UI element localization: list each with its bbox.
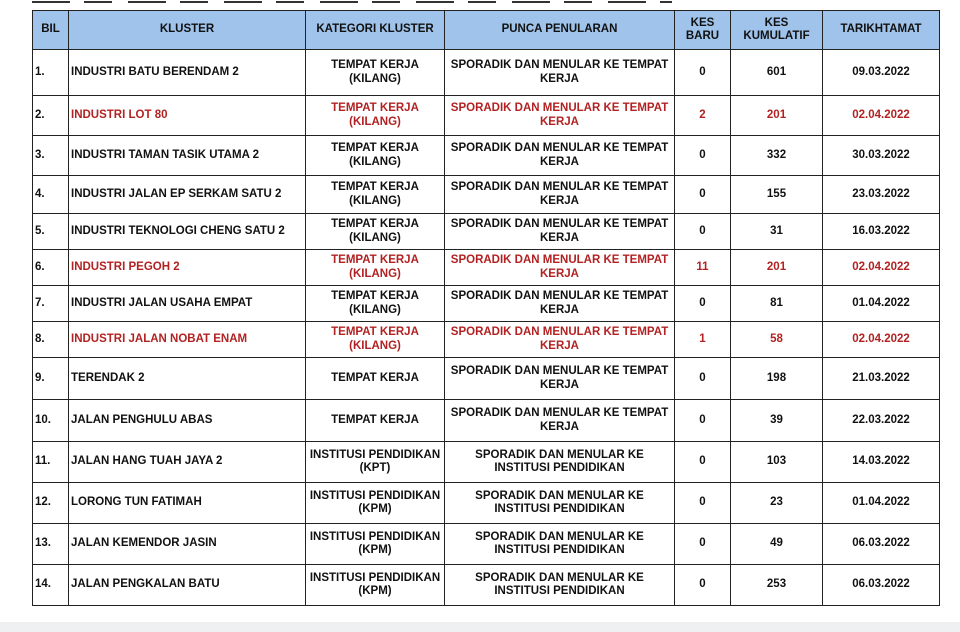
cell-kategori: TEMPAT KERJA	[306, 400, 445, 442]
header-kategori: KATEGORI KLUSTER	[306, 11, 445, 50]
cell-kluster: INDUSTRI PEGOH 2	[69, 250, 306, 286]
cell-kes-baru: 0	[675, 524, 731, 565]
cell-kluster: INDUSTRI TEKNOLOGI CHENG SATU 2	[69, 214, 306, 250]
cell-kategori: TEMPAT KERJA (KILANG)	[306, 322, 445, 358]
cell-punca: SPORADIK DAN MENULAR KE TEMPAT KERJA	[445, 136, 675, 176]
cell-punca: SPORADIK DAN MENULAR KE INSTITUSI PENDIDIKAN	[445, 483, 675, 524]
cell-punca: SPORADIK DAN MENULAR KE TEMPAT KERJA	[445, 250, 675, 286]
cell-kes-kumulatif: 23	[731, 483, 823, 524]
cell-kluster: TERENDAK 2	[69, 358, 306, 400]
cell-kategori: TEMPAT KERJA (KILANG)	[306, 176, 445, 214]
cluster-table	[32, 10, 940, 606]
cell-kes-baru: 0	[675, 565, 731, 606]
cell-bil: 12.	[33, 483, 69, 524]
cell-kes-baru: 0	[675, 442, 731, 483]
header-kluster: KLUSTER	[69, 11, 306, 50]
cell-bil: 10.	[33, 400, 69, 442]
table-row	[33, 358, 940, 400]
table-row	[33, 524, 940, 565]
cell-kes-kumulatif: 332	[731, 136, 823, 176]
cell-bil: 11.	[33, 442, 69, 483]
table-row	[33, 136, 940, 176]
table-row	[33, 442, 940, 483]
table-row	[33, 176, 940, 214]
cell-kes-baru: 0	[675, 358, 731, 400]
header-kes-baru: KES BARU	[675, 11, 731, 50]
cell-tarikh-tamat: 09.03.2022	[823, 50, 940, 96]
cell-kes-baru: 0	[675, 136, 731, 176]
cell-kluster: INDUSTRI BATU BERENDAM 2	[69, 50, 306, 96]
cell-kluster: JALAN HANG TUAH JAYA 2	[69, 442, 306, 483]
cell-kes-baru: 1	[675, 322, 731, 358]
cell-kategori: INSTITUSI PENDIDIKAN (KPT)	[306, 442, 445, 483]
cell-bil: 7.	[33, 286, 69, 322]
cell-kes-kumulatif: 253	[731, 565, 823, 606]
cell-kes-baru: 2	[675, 96, 731, 136]
cell-tarikh-tamat: 23.03.2022	[823, 176, 940, 214]
table-row	[33, 400, 940, 442]
cell-kes-baru: 0	[675, 286, 731, 322]
cell-kes-kumulatif: 601	[731, 50, 823, 96]
cell-kategori: TEMPAT KERJA (KILANG)	[306, 250, 445, 286]
table-row	[33, 483, 940, 524]
cell-punca: SPORADIK DAN MENULAR KE TEMPAT KERJA	[445, 50, 675, 96]
cell-kategori: TEMPAT KERJA	[306, 358, 445, 400]
table-row	[33, 565, 940, 606]
cell-tarikh-tamat: 02.04.2022	[823, 250, 940, 286]
cell-kes-baru: 11	[675, 250, 731, 286]
cell-tarikh-tamat: 22.03.2022	[823, 400, 940, 442]
cell-kes-kumulatif: 201	[731, 96, 823, 136]
table-row	[33, 214, 940, 250]
cell-bil: 4.	[33, 176, 69, 214]
cell-punca: SPORADIK DAN MENULAR KE TEMPAT KERJA	[445, 96, 675, 136]
cell-kes-kumulatif: 201	[731, 250, 823, 286]
cell-kategori: TEMPAT KERJA (KILANG)	[306, 96, 445, 136]
cell-kluster: INDUSTRI JALAN EP SERKAM SATU 2	[69, 176, 306, 214]
header-punca: PUNCA PENULARAN	[445, 11, 675, 50]
cell-punca: SPORADIK DAN MENULAR KE TEMPAT KERJA	[445, 322, 675, 358]
cell-kategori: TEMPAT KERJA (KILANG)	[306, 214, 445, 250]
cell-kes-baru: 0	[675, 214, 731, 250]
cell-kluster: INDUSTRI LOT 80	[69, 96, 306, 136]
cell-punca: SPORADIK DAN MENULAR KE TEMPAT KERJA	[445, 400, 675, 442]
cell-bil: 2.	[33, 96, 69, 136]
cell-bil: 14.	[33, 565, 69, 606]
cell-punca: SPORADIK DAN MENULAR KE TEMPAT KERJA	[445, 214, 675, 250]
cut-off-top-text	[32, 0, 672, 4]
cell-punca: SPORADIK DAN MENULAR KE INSTITUSI PENDIDIKAN	[445, 524, 675, 565]
cell-punca: SPORADIK DAN MENULAR KE TEMPAT KERJA	[445, 358, 675, 400]
cell-tarikh-tamat: 21.03.2022	[823, 358, 940, 400]
cell-kluster: LORONG TUN FATIMAH	[69, 483, 306, 524]
table-row	[33, 322, 940, 358]
cell-kluster: INDUSTRI JALAN NOBAT ENAM	[69, 322, 306, 358]
cell-tarikh-tamat: 06.03.2022	[823, 565, 940, 606]
cell-kluster: JALAN PENGKALAN BATU	[69, 565, 306, 606]
cell-tarikh-tamat: 02.04.2022	[823, 96, 940, 136]
cell-bil: 6.	[33, 250, 69, 286]
cell-kes-kumulatif: 81	[731, 286, 823, 322]
header-bil: BIL	[33, 11, 69, 50]
bottom-strip	[0, 622, 960, 632]
cell-kes-kumulatif: 58	[731, 322, 823, 358]
cell-kes-baru: 0	[675, 400, 731, 442]
cell-punca: SPORADIK DAN MENULAR KE TEMPAT KERJA	[445, 286, 675, 322]
cell-kluster: INDUSTRI JALAN USAHA EMPAT	[69, 286, 306, 322]
cell-bil: 3.	[33, 136, 69, 176]
cell-kluster: INDUSTRI TAMAN TASIK UTAMA 2	[69, 136, 306, 176]
cell-kes-kumulatif: 155	[731, 176, 823, 214]
cell-kes-kumulatif: 49	[731, 524, 823, 565]
table-row	[33, 250, 940, 286]
cell-bil: 9.	[33, 358, 69, 400]
cell-tarikh-tamat: 16.03.2022	[823, 214, 940, 250]
cell-kes-kumulatif: 39	[731, 400, 823, 442]
cell-kes-baru: 0	[675, 483, 731, 524]
cell-kes-baru: 0	[675, 50, 731, 96]
cell-tarikh-tamat: 02.04.2022	[823, 322, 940, 358]
cell-tarikh-tamat: 01.04.2022	[823, 286, 940, 322]
cell-kluster: JALAN KEMENDOR JASIN	[69, 524, 306, 565]
cell-kategori: INSTITUSI PENDIDIKAN (KPM)	[306, 565, 445, 606]
cell-tarikh-tamat: 01.04.2022	[823, 483, 940, 524]
cell-punca: SPORADIK DAN MENULAR KE TEMPAT KERJA	[445, 176, 675, 214]
header-kes-kumulatif: KES KUMULATIF	[731, 11, 823, 50]
cell-kategori: TEMPAT KERJA (KILANG)	[306, 136, 445, 176]
cell-bil: 8.	[33, 322, 69, 358]
cell-kes-kumulatif: 198	[731, 358, 823, 400]
table-header-row	[33, 11, 940, 50]
cell-kategori: INSTITUSI PENDIDIKAN (KPM)	[306, 483, 445, 524]
table-row	[33, 50, 940, 96]
header-tarikh-tamat: TARIKHTAMAT	[823, 11, 940, 50]
cell-tarikh-tamat: 14.03.2022	[823, 442, 940, 483]
table-row	[33, 96, 940, 136]
cell-kes-kumulatif: 31	[731, 214, 823, 250]
cell-kes-kumulatif: 103	[731, 442, 823, 483]
cell-punca: SPORADIK DAN MENULAR KE INSTITUSI PENDIDIKAN	[445, 565, 675, 606]
cell-kluster: JALAN PENGHULU ABAS	[69, 400, 306, 442]
cell-kategori: TEMPAT KERJA (KILANG)	[306, 286, 445, 322]
cell-tarikh-tamat: 30.03.2022	[823, 136, 940, 176]
table-row	[33, 286, 940, 322]
cell-bil: 13.	[33, 524, 69, 565]
cell-kes-baru: 0	[675, 176, 731, 214]
cell-kategori: INSTITUSI PENDIDIKAN (KPM)	[306, 524, 445, 565]
cell-bil: 1.	[33, 50, 69, 96]
cell-kategori: TEMPAT KERJA (KILANG)	[306, 50, 445, 96]
cell-tarikh-tamat: 06.03.2022	[823, 524, 940, 565]
cell-bil: 5.	[33, 214, 69, 250]
cell-punca: SPORADIK DAN MENULAR KE INSTITUSI PENDIDIKAN	[445, 442, 675, 483]
